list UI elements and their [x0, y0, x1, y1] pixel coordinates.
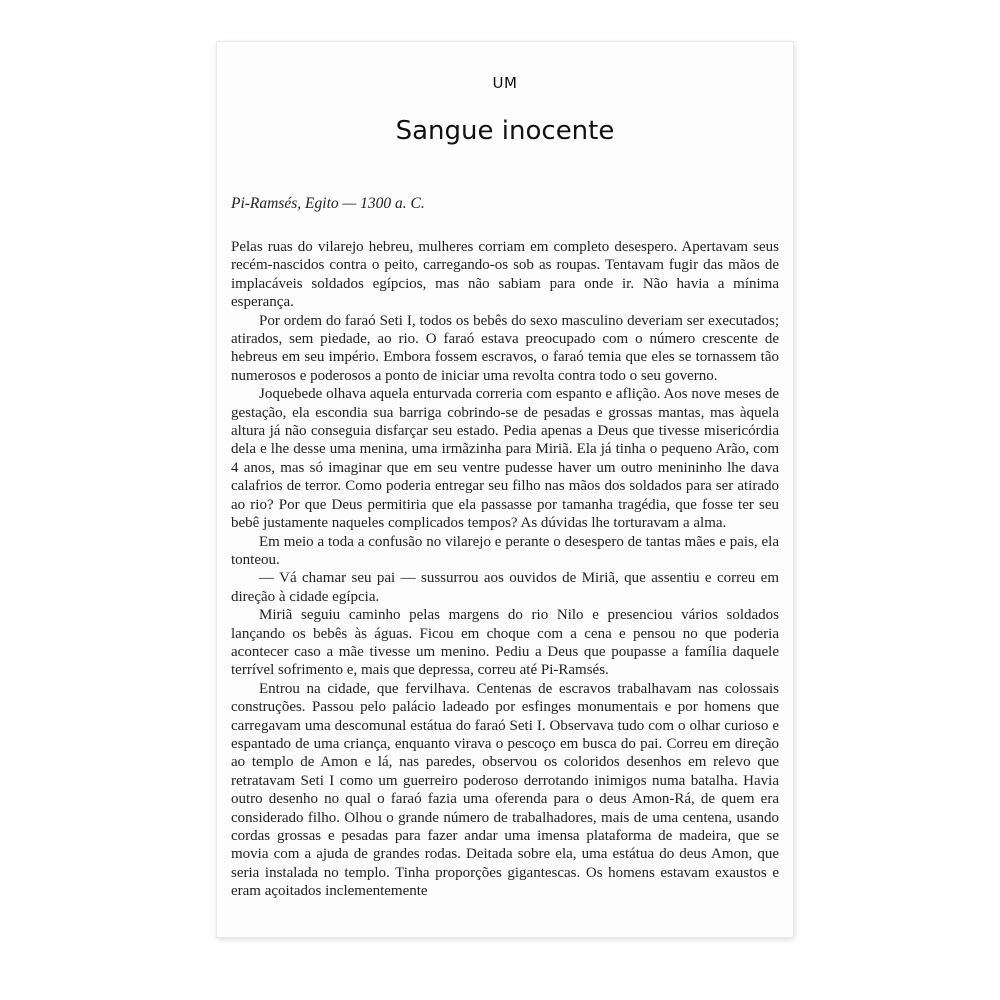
- chapter-number: UM: [492, 74, 518, 92]
- paragraph: Entrou na cidade, que fervilhava. Centenas de escravos trabalhavam nas colossais construções. Passou pelo palácio ladeado por esfinges monumentais e por homens que carregavam uma descomunal estátua do faraó Seti I. Observava tudo com o olhar curioso e espantado de uma criança, enquanto virava o pescoço em busca do pai. Correu em direção ao templo de Amon e lá, nas paredes, observou os coloridos desenhos em relevo que retratavam Seti I como um guerreiro poderoso derrotando inimigos numa batalha. Havia outro desenho no qual o faraó fazia uma oferenda para o deus Amon-Rá, de quem era considerado filho. Olhou o grande número de trabalhadores, mais de uma centena, usando cordas grossas e pesadas para fazer andar uma imensa plataforma de madeira, que se movia com a ajuda de grandes rodas. Deitada sobre ela, uma estátua do deus Amon, que seria instalada no templo. Tinha proporções gigantescas. Os homens estavam exaustos e eram açoitados inclementemente: [231, 680, 779, 900]
- paragraph: Em meio a toda a confusão no vilarejo e perante o desespero de tantas mães e pais, ela tonteou.: [231, 533, 779, 568]
- book-page: [217, 42, 793, 937]
- paragraph: Por ordem do faraó Seti I, todos os bebês do sexo masculino deveriam ser executados; atirados, sem piedade, ao rio. O faraó estava preocupado com o número crescente de hebreus em seu império. Embora fossem escravos, o faraó temia que eles se tornassem tão numerosos e poderosos a ponto de iniciar uma revolta contra todo o seu governo.: [231, 312, 779, 384]
- dateline: Pi-Ramsés, Egito — 1300 a. C.: [231, 195, 425, 212]
- chapter-title: Sangue inocente: [395, 116, 615, 146]
- paragraph: Miriã seguiu caminho pelas margens do rio Nilo e presenciou vários soldados lançando os bebês às águas. Ficou em choque com a cena e pensou no que poderia acontecer caso a mãe tivesse um menino. Pediu a Deus que poupasse a família daquele terrível sofrimento e, mais que depressa, correu até Pi-Ramsés.: [231, 607, 779, 679]
- paragraph: Pelas ruas do vilarejo hebreu, mulheres corriam em completo desespero. Apertavam seus recém-nascidos contra o peito, carregando-os sob as roupas. Tentavam fugir das mãos de implacáveis soldados egípcios, mas não sabiam para onde ir. Não havia a mínima esperança.: [231, 239, 779, 311]
- chapter-body: [231, 238, 779, 901]
- paragraph: — Vá chamar seu pai — sussurrou aos ouvidos de Miriã, que assentiu e correu em direção à cidade egípcia.: [231, 570, 779, 605]
- paragraph: Joquebede olhava aquela enturvada correria com espanto e aflição. Aos nove meses de gestação, ela escondia sua barriga cobrindo-se de pesadas e grossas mantas, mas àquela altura já não conseguia disfarçar seu estado. Pedia apenas a Deus que tivesse misericórdia dela e lhe desse uma menina, uma irmãzinha para Miriã. Ela já tinha o pequeno Arão, com 4 anos, mas só imaginar que em seu ventre pudesse haver um outro menininho lhe dava calafrios de terror. Como poderia entregar seu filho nas mãos dos soldados para ser atirado ao rio? Por que Deus permitiria que ela passasse por tamanha tragédia, que fosse ter seu bebê justamente naqueles complicados tempos? As dúvidas lhe torturavam a alma.: [231, 386, 779, 532]
